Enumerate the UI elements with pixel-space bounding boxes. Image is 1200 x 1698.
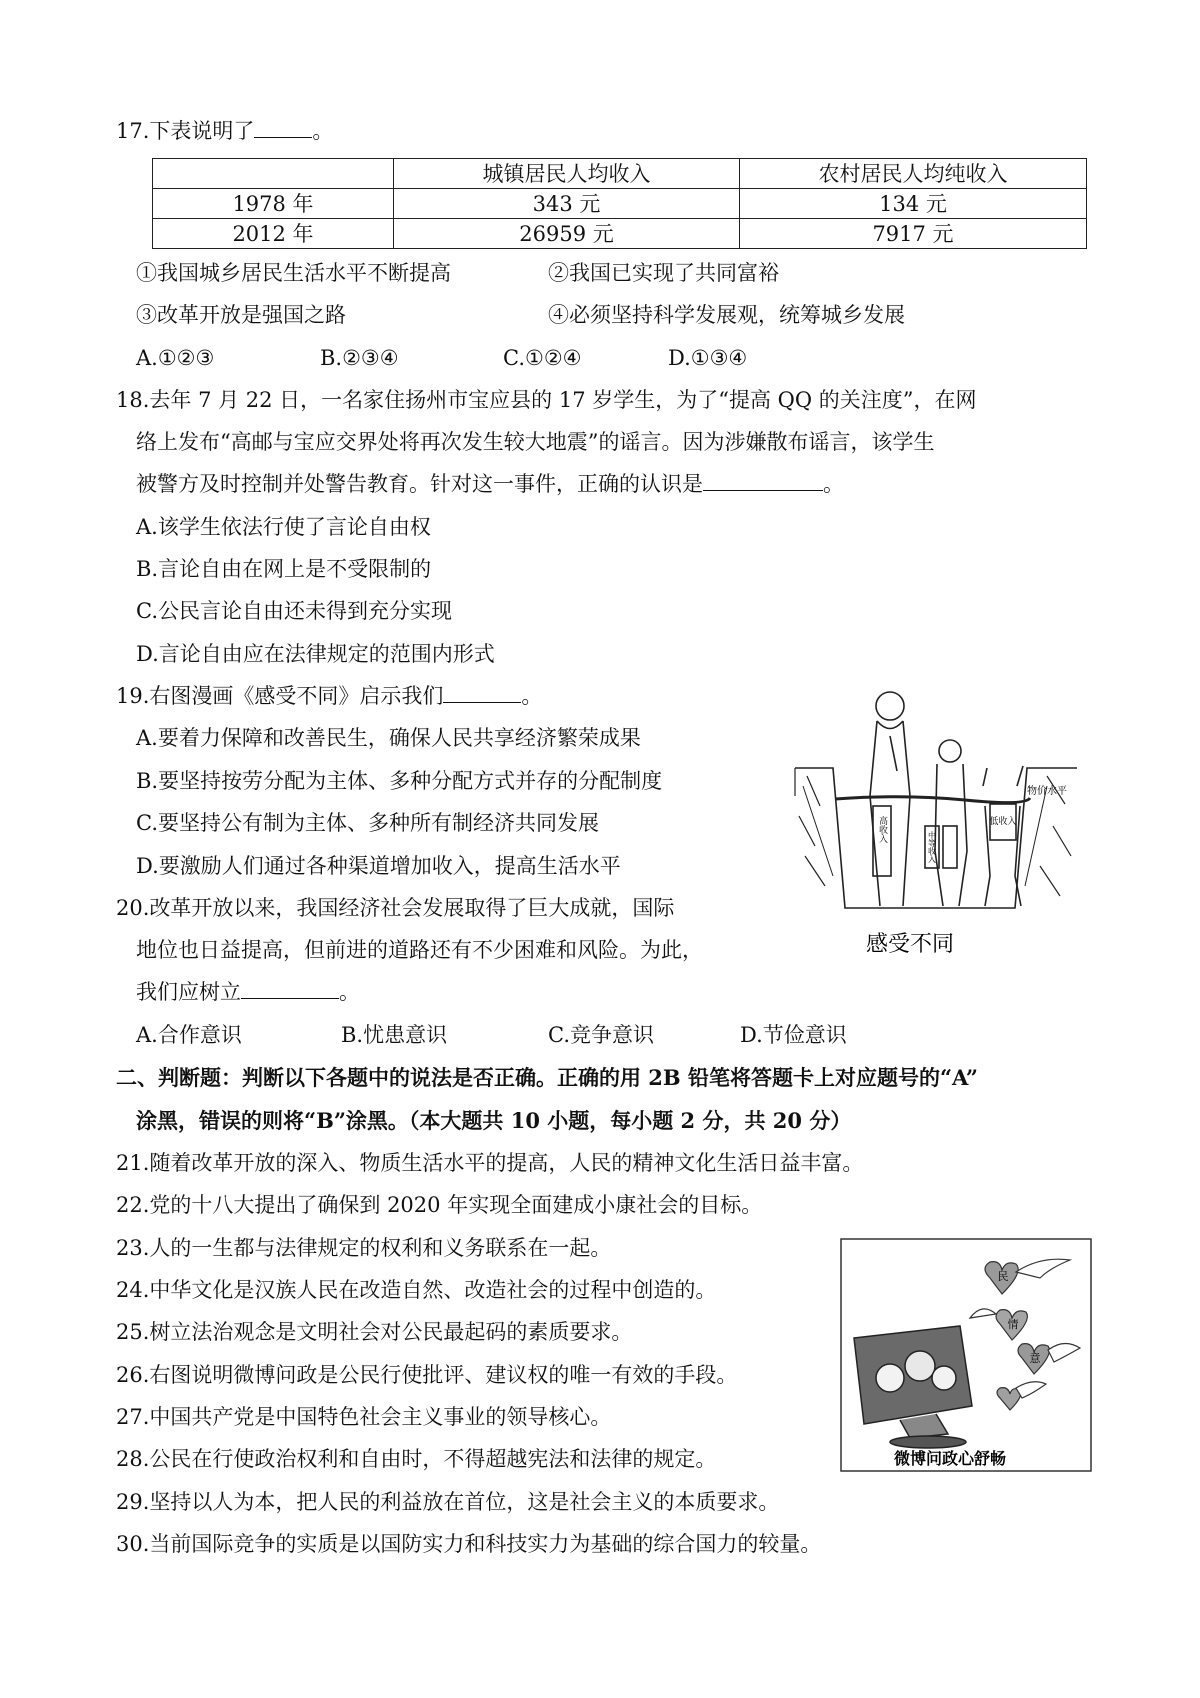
table-header-cell: 城镇居民人均收入 [394,159,740,189]
face-1 [876,1364,904,1392]
q18-line-3 [136,469,844,499]
q18-line-3-text: 被警方及时控制并处警告教育。针对这一事件，正确的认识是 [136,472,703,496]
q19-stem-text: 19.右图漫画《感受不同》启示我们 [116,684,444,708]
q18-option-a[interactable]: A.该学生依法行使了言论自由权 [136,515,431,539]
q18-line-2: 络上发布“高邮与宝应交界处将再次发生较大地震”的谣言。因为涉嫌散布谣言，该学生 [136,430,935,454]
section2-heading-line-2: 涂黑，错误的则将“B”涂黑。（本大题共 10 小题，每小题 2 分，共 20 分） [136,1108,852,1133]
middle-income-label: 中等收入 [927,831,937,863]
judgment-25: 25.树立法治观念是文明社会对公民最起码的素质要求。 [116,1320,633,1344]
judgment-24: 24.中华文化是汉族人民在改造自然、改造社会的过程中创造的。 [116,1278,717,1302]
judgment-30: 30.当前国际竞争的实质是以国防实力和科技实力为基础的综合国力的较量。 [116,1532,822,1556]
heart-label-2: 情 [1007,1318,1019,1331]
judgment-21: 21.随着改革开放的深入、物质生活水平的提高，人民的精神文化生活日益丰富。 [116,1151,864,1175]
q20-line-3 [136,977,360,1007]
table-cell: 7917 元 [740,219,1087,249]
heart-label-3: 意 [1029,1352,1041,1365]
income-table [152,158,1087,249]
q18-line-3-end: 。 [823,472,844,496]
judgment-23: 23.人的一生都与法律规定的权利和义务联系在一起。 [116,1236,612,1260]
judgment-27: 27.中国共产党是中国特色社会主义事业的领导核心。 [116,1405,612,1429]
q19-option-c[interactable]: C.要坚持公有制为主体、多种所有制经济共同发展 [136,811,599,835]
cartoon-caption: 感受不同 [865,932,955,957]
q17-statement-3: ③改革开放是强国之路 [136,303,346,327]
q20-option-d[interactable]: D.节俭意识 [740,1023,847,1047]
weibo-cartoon [840,1238,1092,1472]
q19-stem [116,681,542,711]
q20-answer-blank[interactable] [241,978,339,999]
table-cell: 343 元 [394,189,740,219]
q17-statement-2: ②我国已实现了共同富裕 [548,261,779,285]
tall-man-arm [877,721,903,771]
face-3 [932,1366,956,1390]
q18-line-1: 18.去年 7 月 22 日，一名家住扬州市宝应县的 17 岁学生，为了“提高 QQ 的关注度”，在网 [116,388,977,412]
q18-option-b[interactable]: B.言论自由在网上是不受限制的 [136,557,432,581]
q20-line-1: 20.改革开放以来，我国经济社会发展取得了巨大成就，国际 [116,896,675,920]
q17-option-b[interactable]: B.②③④ [320,346,399,370]
judgment-26: 26.右图说明微博问政是公民行使批评、建议权的唯一有效的手段。 [116,1363,738,1387]
weibo-caption: 微博问政心舒畅 [893,1449,1007,1468]
section2-heading-line-1: 二、判断题：判断以下各题中的说法是否正确。正确的用 2B 铅笔将答题卡上对应题号的“A” [116,1065,978,1090]
low-income-label: 低收入 [989,817,1017,827]
middle-man-sign-2 [943,826,957,868]
judgment-29: 29.坚持以人为本，把人民的利益放在首位，这是社会主义的本质要求。 [116,1490,780,1514]
table-row [153,189,1087,219]
middle-man-head [939,740,961,762]
q20-option-b[interactable]: B.忧患意识 [341,1023,448,1047]
heart-label-1: 民 [997,1270,1009,1283]
price-level-label: 物价水平 [1027,786,1067,797]
monitor-base [890,1436,966,1448]
q17-stem-end: 。 [312,119,334,143]
q20-option-c[interactable]: C.竞争意识 [548,1023,654,1047]
judgment-28: 28.公民在行使政治权利和自由时，不得超越宪法和法律的规定。 [116,1447,717,1471]
high-income-label: 高收入 [877,816,887,843]
table-header-cell: 农村居民人均纯收入 [740,159,1087,189]
table-row [153,219,1087,249]
q19-stem-end: 。 [521,684,543,708]
q19-option-b[interactable]: B.要坚持按劳分配为主体、多种分配方式并存的分配制度 [136,769,663,793]
q18-option-d[interactable]: D.言论自由应在法律规定的范围内形式 [136,642,495,666]
table-cell: 2012 年 [153,219,394,249]
q20-line-2: 地位也日益提高，但前进的道路还有不少困难和风险。为此， [136,938,703,962]
q18-option-c[interactable]: C.公民言论自由还未得到充分实现 [136,599,452,623]
q17-stem-text: 17.下表说明了 [116,119,255,143]
q17-stem [116,116,333,146]
table-cell: 134 元 [740,189,1087,219]
q17-answer-blank[interactable] [254,117,312,138]
q20-line-3-text: 我们应树立 [136,980,241,1004]
q18-answer-blank[interactable] [703,470,823,491]
judgment-22: 22.党的十八大提出了确保到 2020 年实现全面建成小康社会的目标。 [116,1193,763,1217]
short-man-arms [983,766,1023,786]
q17-option-d[interactable]: D.①③④ [668,346,748,370]
q20-line-3-end: 。 [339,980,360,1004]
tall-man-head [876,692,904,720]
table-cell: 26959 元 [394,219,740,249]
q19-option-a[interactable]: A.要着力保障和改善民生，确保人民共享经济繁荣成果 [136,726,641,750]
q17-statement-4: ④必须坚持科学发展观，统筹城乡发展 [548,303,905,327]
tall-man-body [870,721,910,906]
q20-option-a[interactable]: A.合作意识 [136,1023,242,1047]
table-header-cell [153,159,394,189]
income-cartoon [785,676,1085,966]
q17-option-a[interactable]: A.①②③ [136,346,215,370]
q17-statement-1: ①我国城乡居民生活水平不断提高 [136,261,451,285]
q19-option-d[interactable]: D.要激励人们通过各种渠道增加收入，提高生活水平 [136,854,621,878]
q19-answer-blank[interactable] [443,682,521,703]
table-cell: 1978 年 [153,189,394,219]
table-header-row [153,159,1087,189]
q17-option-c[interactable]: C.①②④ [503,346,582,370]
price-level-line [835,797,1030,803]
face-2 [905,1351,935,1381]
